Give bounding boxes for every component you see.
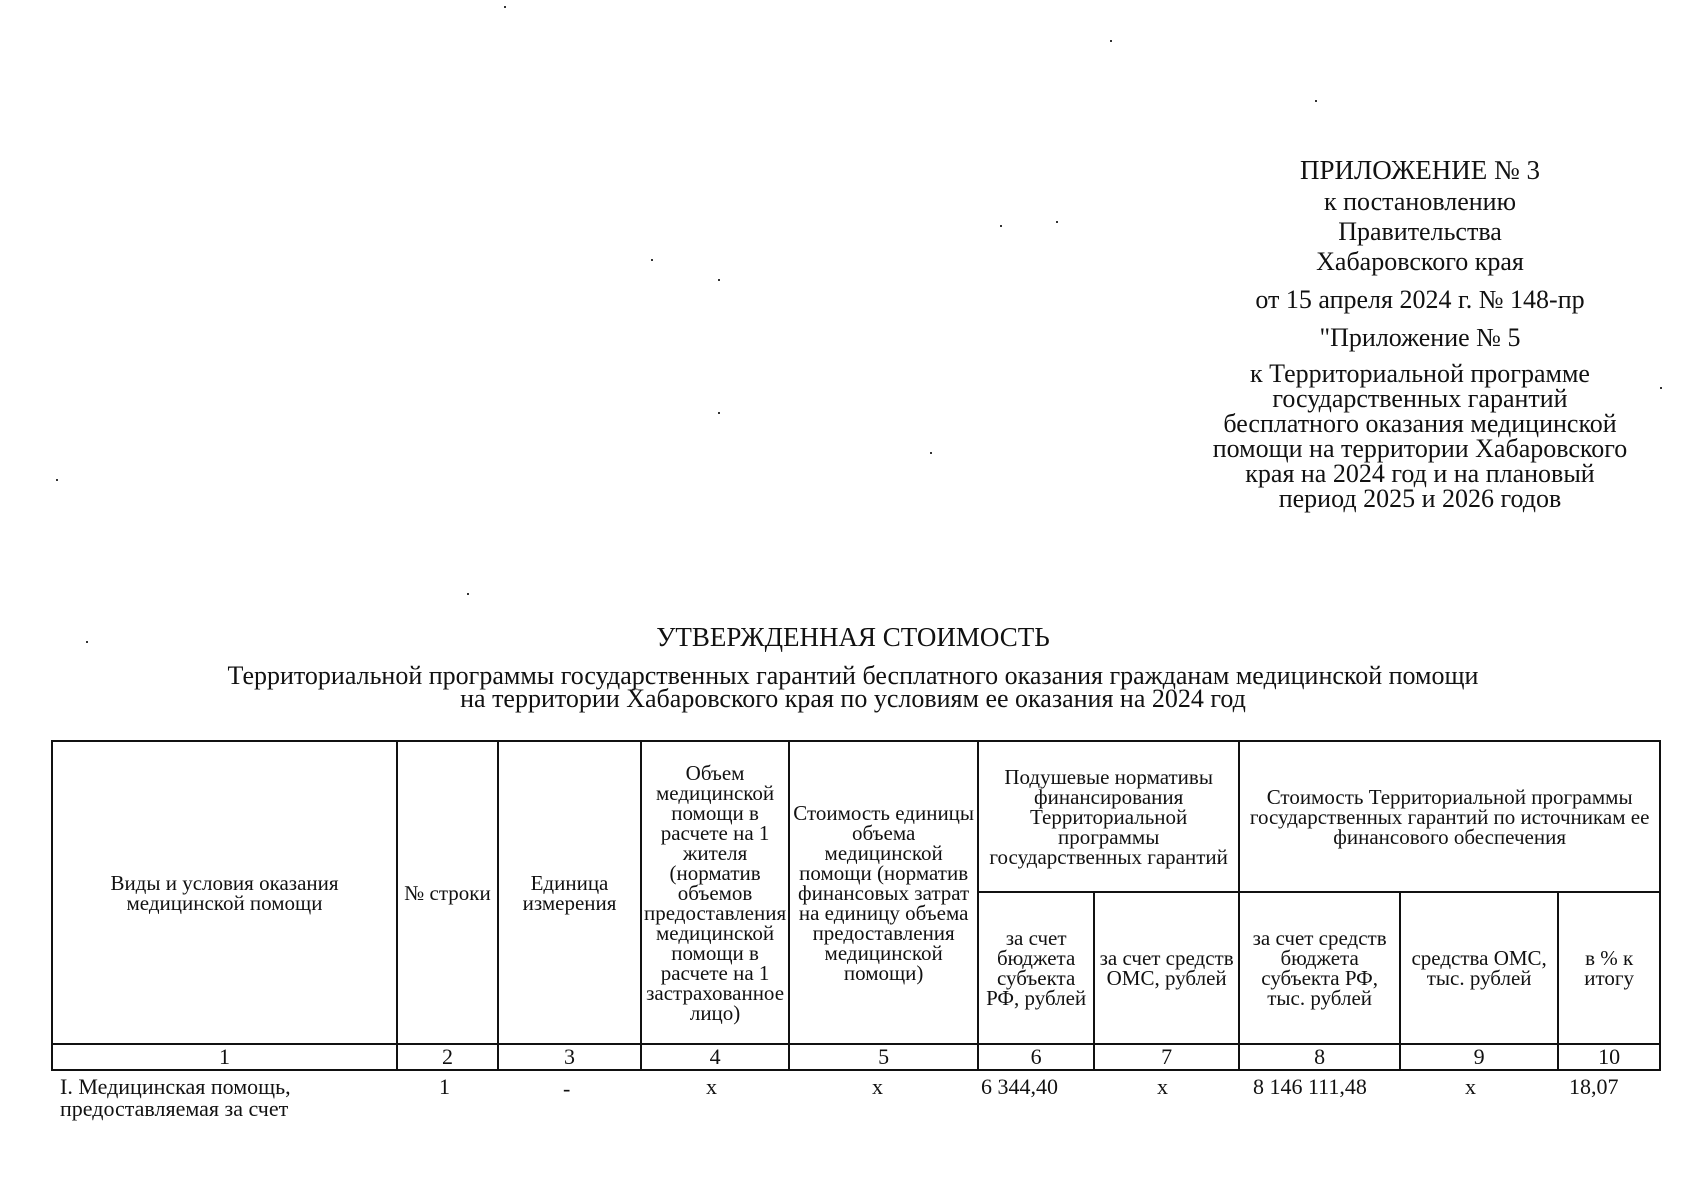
row-volume: х [706,1074,717,1099]
document-subtitle [60,661,1646,713]
column-number: 4 [641,1044,789,1070]
column-number: 6 [978,1044,1094,1070]
row-per-capita-budget: 6 344,40 [981,1074,1058,1099]
column-numbers-row [52,1044,1660,1070]
header-row-number: № строки [397,741,498,1044]
header-volume: Объем медицинской помощи в расчете на 1 жителя (норматив объемов предоставления медицинской помощи в расчете на 1 застрахованное лицо) [641,741,789,1044]
document-title: УТВЕРЖДЕННАЯ СТОИМОСТЬ [656,622,1050,652]
column-number: 5 [789,1044,978,1070]
scan-speck [718,279,720,281]
scan-speck [1000,225,1002,227]
scan-speck [1660,387,1662,389]
column-number: 10 [1558,1044,1660,1070]
header-unit-cost: Стоимость единицы объема медицинской помощи (норматив финансовых затрат на единицу объема предоставления медицинской помощи) [789,741,978,1044]
cost-table [51,740,1661,1071]
column-number: 7 [1094,1044,1239,1070]
row-name-line: I. Медицинская помощь, [60,1074,291,1099]
scan-speck [718,412,720,414]
row-name-line: предоставляемая за счет [60,1096,289,1121]
column-number: 8 [1239,1044,1400,1070]
row-number: 1 [439,1074,450,1099]
scan-speck [56,479,58,481]
scan-speck [651,259,653,261]
row-per-capita-oms: х [1157,1074,1168,1099]
row-oms-total: х [1465,1074,1476,1099]
appendix-heading: ПРИЛОЖЕНИЕ № 3 [1299,155,1541,185]
header-oms-thousand: средства ОМС, тыс. рублей [1400,892,1558,1044]
row-cost: х [872,1074,883,1099]
scan-speck [930,452,932,454]
header-types: Виды и условия оказания медицинской помощи [52,741,397,1044]
scan-speck [1315,100,1317,102]
column-number: 1 [52,1044,397,1070]
appendix-date: от 15 апреля 2024 г. № 148-пр [1255,285,1585,314]
scan-speck [467,593,469,595]
scan-speck [1110,40,1112,42]
column-number: 3 [498,1044,641,1070]
appendix-line: Правительства [1338,217,1502,246]
scan-speck [504,6,506,8]
appendix-line: края на 2024 год и на плановый [1245,459,1595,488]
appendix-line: период 2025 и 2026 годов [1278,484,1562,513]
row-unit: - [563,1076,571,1101]
header-total-cost-group: Стоимость Территориальной программы государственных гарантий по источникам ее финансового обеспечения [1239,741,1660,892]
scan-speck [86,641,88,643]
row-percent: 18,07 [1569,1074,1619,1099]
row-budget-total: 8 146 111,48 [1253,1074,1367,1099]
appendix-line: бесплатного оказания медицинской [1223,409,1617,438]
appendix-line: Хабаровского края [1316,247,1524,276]
header-oms-rub: за счет средств ОМС, рублей [1094,892,1239,1044]
subtitle-line: на территории Хабаровского края по условиям ее оказания на 2024 год [460,684,1246,713]
appendix-line: к Территориальной программе [1250,359,1590,388]
appendix-line: к постановлению [1323,187,1517,216]
column-number: 9 [1400,1044,1558,1070]
scan-speck [1056,221,1058,223]
subtitle-line: Территориальной программы государственных гарантий бесплатного оказания гражданам медицинской помощи [227,661,1479,690]
header-percent: в % к итогу [1558,892,1660,1044]
header-per-capita-group: Подушевые нормативы финансирования Территориальной программы государственных гарантий [978,741,1239,892]
appendix-line: помощи на территории Хабаровского [1212,434,1628,463]
header-unit: Единица измерения [498,741,641,1044]
appendix-block [1160,155,1680,511]
header-budget-thousand: за счет средств бюджета субъекта РФ, тыс. рублей [1239,892,1400,1044]
appendix-line: государственных гарантий [1272,384,1568,413]
appendix-line: "Приложение № 5 [1319,323,1521,352]
column-number: 2 [397,1044,498,1070]
header-budget-rub: за счет бюджета субъекта РФ, рублей [978,892,1094,1044]
